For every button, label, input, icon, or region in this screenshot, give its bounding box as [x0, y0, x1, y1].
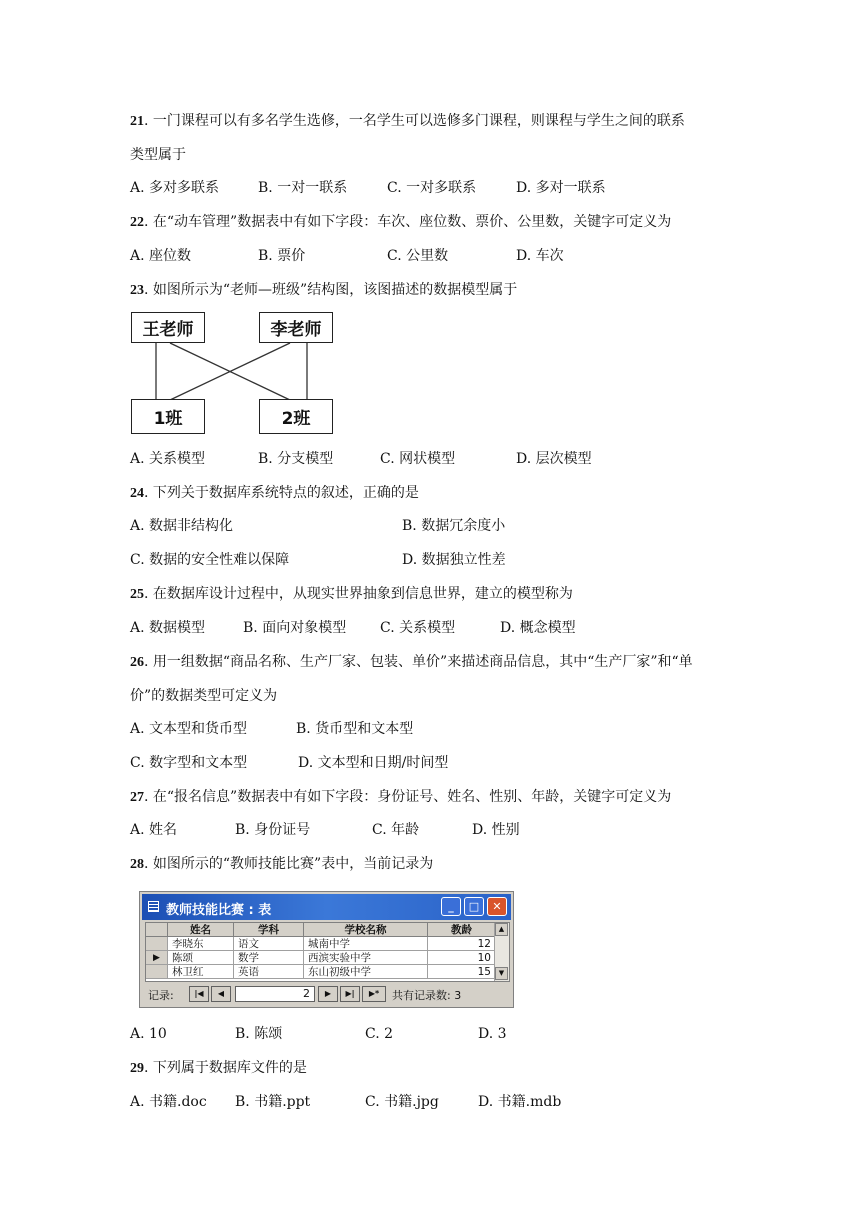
scroll-down-icon[interactable]: ▼: [495, 967, 508, 980]
option-d: D. 数据独立性差: [402, 552, 506, 568]
question-text: . 下列关于数据库系统特点的叙述，正确的是: [144, 485, 419, 501]
cell-name[interactable]: 林卫红: [168, 965, 234, 979]
option-b: B. 一对一联系: [258, 180, 348, 196]
table-row[interactable]: [146, 937, 496, 951]
cell-school[interactable]: 东山初级中学: [304, 965, 428, 979]
question-number: 29: [130, 1061, 144, 1076]
teacher-li-box: 李老师: [259, 312, 333, 343]
maximize-icon[interactable]: □: [464, 897, 484, 916]
cell-name[interactable]: 陈颂: [168, 951, 234, 965]
next-record-icon[interactable]: ▶: [318, 986, 338, 1002]
option-d: D. 性别: [472, 822, 520, 838]
cell-subject[interactable]: 英语: [234, 965, 304, 979]
window-titlebar: [142, 894, 511, 920]
scroll-up-icon[interactable]: ▲: [495, 923, 508, 936]
question-27-stem: [130, 787, 671, 808]
cell-school[interactable]: 城南中学: [304, 937, 428, 951]
option-a: A. 10: [130, 1026, 167, 1042]
question-26-stem-cont: 价”的数据类型可定义为: [130, 688, 278, 704]
last-record-icon[interactable]: ▶|: [340, 986, 360, 1002]
question-28-stem: [130, 854, 433, 875]
record-number-field[interactable]: 2: [235, 986, 315, 1002]
option-b: B. 陈颂: [235, 1026, 283, 1042]
option-c: C. 书籍.jpg: [365, 1094, 439, 1110]
column-header-subject[interactable]: 学科: [234, 923, 304, 937]
option-a: A. 数据模型: [130, 620, 206, 636]
question-number: 26: [130, 655, 144, 670]
option-d: D. 多对一联系: [516, 180, 606, 196]
cell-name[interactable]: 李晓东: [168, 937, 234, 951]
question-21-stem-cont: 类型属于: [130, 147, 186, 163]
question-23-stem: [130, 280, 517, 301]
option-b: B. 数据冗余度小: [402, 518, 506, 534]
class-2-box: 2班: [259, 399, 333, 434]
option-a: A. 座位数: [130, 248, 192, 264]
option-b: B. 分支模型: [258, 451, 334, 467]
teacher-wang-box: 王老师: [131, 312, 205, 343]
table-icon: [148, 901, 159, 912]
class-1-box: 1班: [131, 399, 205, 434]
option-c: C. 公里数: [387, 248, 449, 264]
close-icon[interactable]: ✕: [487, 897, 507, 916]
option-b: B. 书籍.ppt: [235, 1094, 311, 1110]
option-b: B. 货币型和文本型: [296, 721, 414, 737]
option-a: A. 文本型和货币型: [130, 721, 248, 737]
cell-subject[interactable]: 语文: [234, 937, 304, 951]
question-number: 28: [130, 857, 144, 872]
column-header-name[interactable]: 姓名: [168, 923, 234, 937]
option-d: D. 层次模型: [516, 451, 592, 467]
cell-years[interactable]: 10: [428, 951, 496, 965]
option-c: C. 关系模型: [380, 620, 456, 636]
question-text: . 一门课程可以有多名学生选修，一名学生可以选修多门课程，则课程与学生之间的联系: [144, 113, 685, 129]
question-number: 23: [130, 283, 144, 298]
option-c: C. 网状模型: [380, 451, 456, 467]
record-navigator: [145, 984, 510, 1004]
question-24-stem: [130, 483, 419, 504]
question-text: . 在数据库设计过程中，从现实世界抽象到信息世界，建立的模型称为: [144, 586, 573, 602]
question-number: 21: [130, 114, 144, 129]
option-c: C. 数据的安全性难以保障: [130, 552, 290, 568]
record-count: 共有记录数: 3: [392, 989, 462, 1002]
question-25-stem: [130, 584, 573, 605]
datasheet-grid: [145, 922, 510, 982]
question-text: . 在“动车管理”数据表中有如下字段：车次、座位数、票价、公里数，关键字可定义为: [144, 214, 672, 230]
option-d: D. 文本型和日期/时间型: [298, 755, 449, 771]
record-label: 记录:: [148, 989, 174, 1002]
question-number: 25: [130, 587, 144, 602]
question-26-stem: [130, 652, 693, 673]
option-d: D. 书籍.mdb: [478, 1094, 562, 1110]
table-window: [139, 891, 514, 1008]
question-text: . 如图所示的“教师技能比赛”表中，当前记录为: [144, 856, 434, 872]
cell-subject[interactable]: 数学: [234, 951, 304, 965]
question-text: . 用一组数据“商品名称、生产厂家、包装、单价”来描述商品信息，其中“生产厂家”和“单: [144, 654, 693, 670]
question-29-stem: [130, 1058, 307, 1079]
row-selector-header: [146, 923, 168, 937]
new-record-icon[interactable]: ▶*: [362, 986, 386, 1002]
option-d: D. 3: [478, 1026, 507, 1042]
option-a: A. 多对多联系: [130, 180, 220, 196]
row-selector[interactable]: [146, 965, 168, 979]
option-b: B. 面向对象模型: [243, 620, 347, 636]
vertical-scrollbar[interactable]: [494, 923, 509, 981]
question-text: . 下列属于数据库文件的是: [144, 1060, 307, 1076]
prev-record-icon[interactable]: ◀: [211, 986, 231, 1002]
option-a: A. 数据非结构化: [130, 518, 234, 534]
cell-school[interactable]: 西滨实验中学: [304, 951, 428, 965]
minimize-icon[interactable]: _: [441, 897, 461, 916]
question-21-stem: [130, 111, 685, 132]
question-22-stem: [130, 212, 671, 233]
row-selector[interactable]: [146, 937, 168, 951]
cell-years[interactable]: 15: [428, 965, 496, 979]
option-a: A. 姓名: [130, 822, 178, 838]
question-number: 24: [130, 486, 144, 501]
column-header-years[interactable]: 教龄: [428, 923, 496, 937]
question-number: 22: [130, 215, 144, 230]
question-number: 27: [130, 790, 144, 805]
cell-years[interactable]: 12: [428, 937, 496, 951]
option-a: A. 书籍.doc: [130, 1094, 207, 1110]
option-d: D. 车次: [516, 248, 564, 264]
column-header-school[interactable]: 学校名称: [304, 923, 428, 937]
option-b: B. 票价: [258, 248, 306, 264]
window-title: 教师技能比赛 : 表: [166, 903, 272, 918]
question-text: . 在“报名信息”数据表中有如下字段：身份证号、姓名、性别、年龄，关键字可定义为: [144, 789, 672, 805]
table-row[interactable]: [146, 965, 496, 979]
option-b: B. 身份证号: [235, 822, 311, 838]
option-c: C. 数字型和文本型: [130, 755, 248, 771]
option-c: C. 年龄: [372, 822, 420, 838]
option-d: D. 概念模型: [500, 620, 576, 636]
header-row: [146, 923, 496, 937]
question-text: . 如图所示为“老师—班级”结构图，该图描述的数据模型属于: [144, 282, 518, 298]
current-record-marker[interactable]: ▶: [146, 951, 168, 965]
option-c: C. 一对多联系: [387, 180, 477, 196]
option-a: A. 关系模型: [130, 451, 206, 467]
table-row[interactable]: [146, 951, 496, 965]
option-c: C. 2: [365, 1026, 394, 1042]
first-record-icon[interactable]: |◀: [189, 986, 209, 1002]
